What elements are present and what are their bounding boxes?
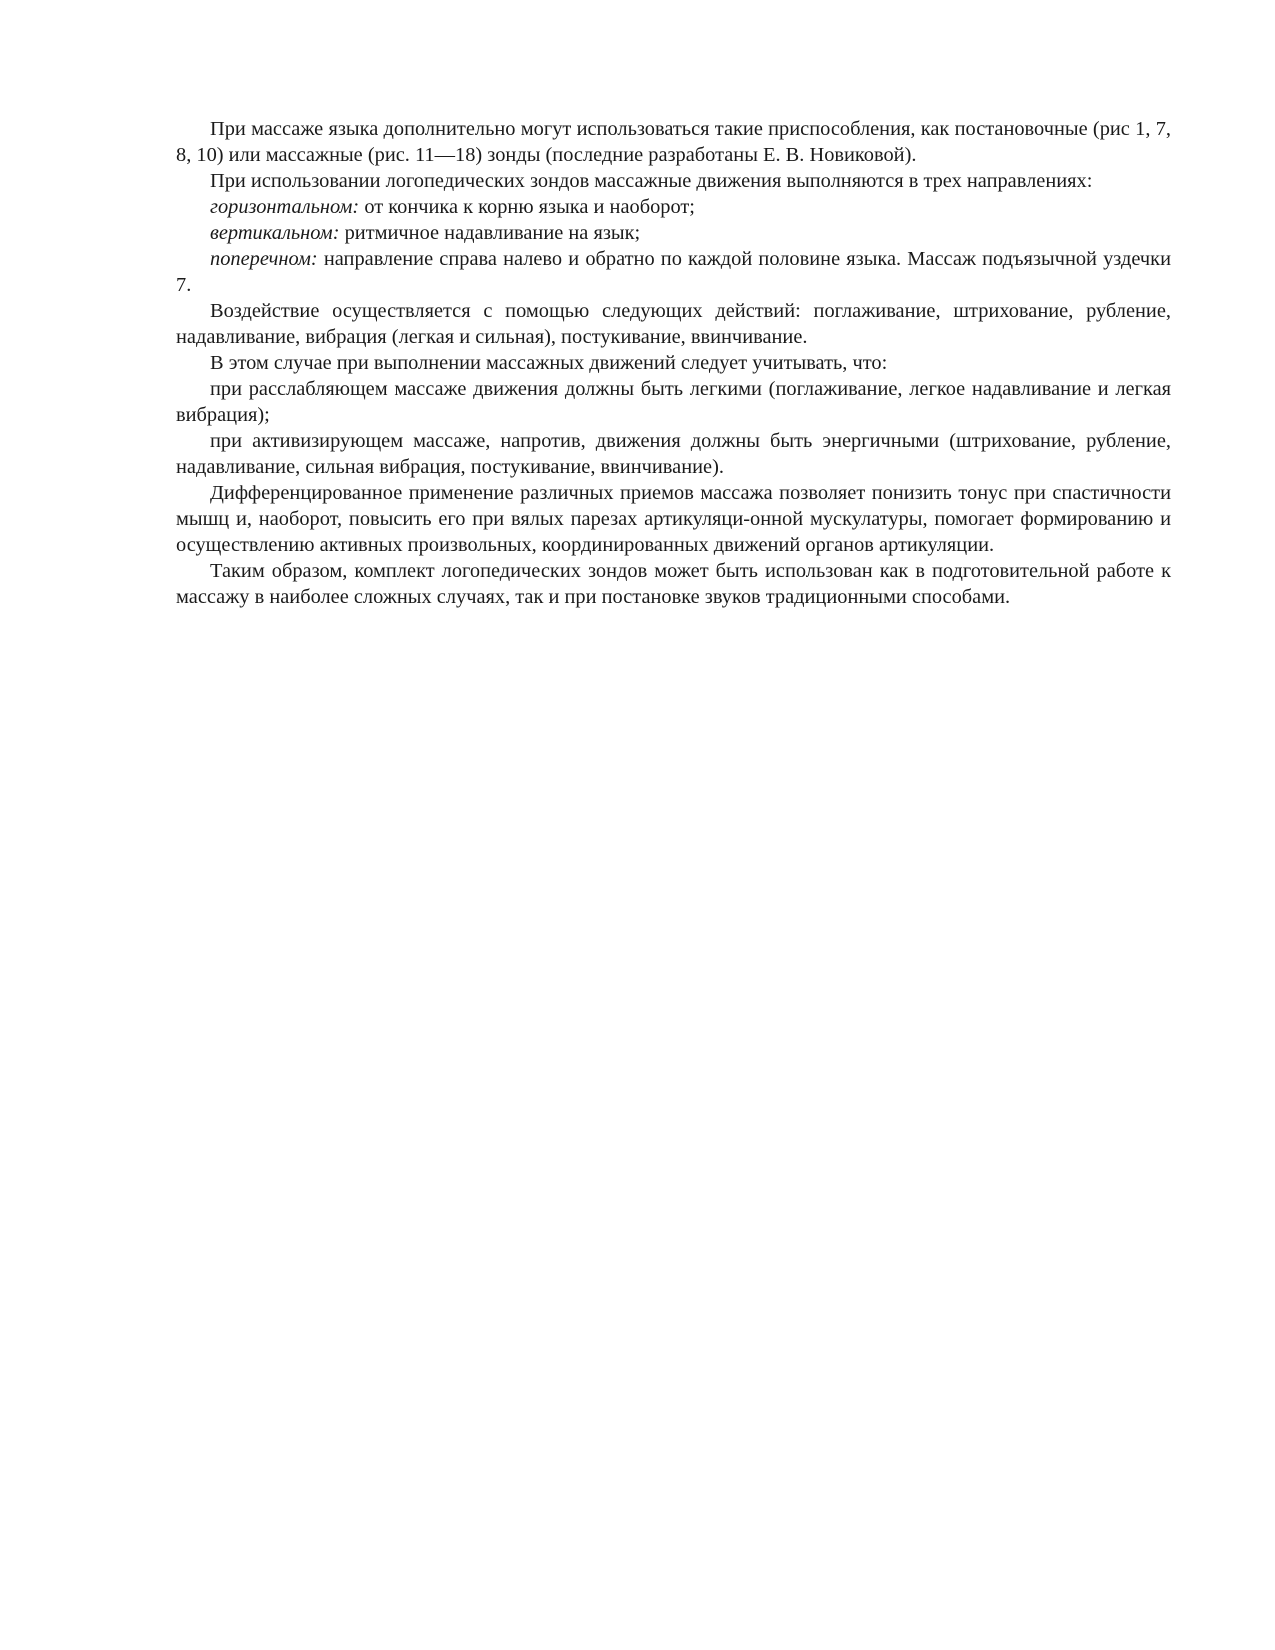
term-vertical: вертикальном: <box>210 222 340 244</box>
term-transverse: поперечном: <box>210 248 318 270</box>
direction-horizontal-text: от кончика к корню языка и наоборот; <box>359 196 695 218</box>
paragraph-conclusion: Таким образом, комплект логопедических зондов может быть использован как в подготовительной работе к массажу в наиболее сложных случаях, так и при постановке звуков традиционными способами. <box>176 560 1171 608</box>
direction-transverse-text: направление справа налево и обратно по каждой половине языка. Массаж подъязычной уздечки 7. <box>176 248 1171 296</box>
paragraph-direction-transverse <box>176 246 1171 298</box>
paragraph-direction-horizontal <box>176 194 1171 220</box>
document-body <box>176 116 1171 610</box>
paragraph-differentiated-application: Дифференцированное применение различных приемов массажа позволяет понизить тонус при спастичности мышц и, наоборот, повысить его при вялых парезах артикуляци-онной мускулатуры, помогает формированию и осуществлению активных произвольных, координированных движений органов артикуляции. <box>176 482 1171 556</box>
paragraph-relaxing-massage: при расслабляющем массаже движения должны быть легкими (поглаживание, легкое надавливание и легкая вибрация); <box>176 378 1171 426</box>
paragraph-activating-massage: при активизирующем массаже, напротив, движения должны быть энергичными (штрихование, рубление, надавливание, сильная вибрация, постукивание, ввинчивание). <box>176 430 1171 478</box>
paragraph-massage-tools: При массаже языка дополнительно могут использоваться такие приспособления, как постановочные (рис 1, 7, 8, 10) или массажные (рис. 11—18) зонды (последние разработаны Е. В. Новиковой). <box>176 118 1171 166</box>
paragraph-actions: Воздействие осуществляется с помощью следующих действий: поглаживание, штрихование, рубление, надавливание, вибрация (легкая и сильная), постукивание, ввинчивание. <box>176 300 1171 348</box>
paragraph-considerations: В этом случае при выполнении массажных движений следует учитывать, что: <box>210 352 888 374</box>
direction-vertical-text: ритмичное надавливание на язык; <box>339 222 641 244</box>
paragraph-direction-vertical <box>176 220 1171 246</box>
term-horizontal: горизонтальном: <box>210 196 360 218</box>
paragraph-probe-directions: При использовании логопедических зондов массажные движения выполняются в трех направлениях: <box>210 170 1093 192</box>
